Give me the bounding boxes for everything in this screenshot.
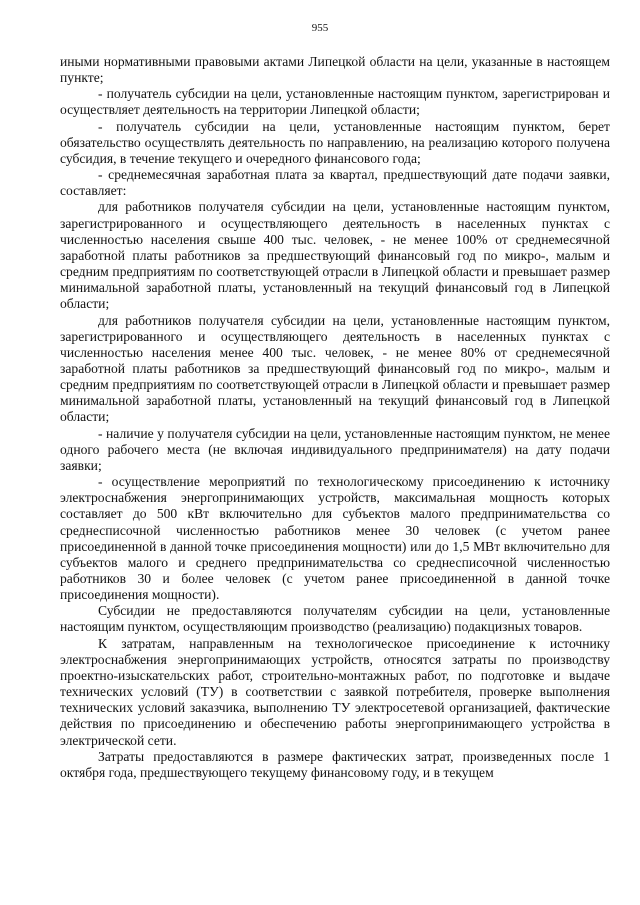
document-body	[60, 54, 610, 781]
paragraph: - получатель субсидии на цели, установленные настоящим пунктом, берет обязательство осуществлять деятельность по направлению, на реализацию которого получена субсидия, в течение текущего и очередного финансового года;	[60, 118, 610, 166]
paragraph: Субсидии не предоставляются получателям субсидии на цели, установленные настоящим пунктом, осуществляющим производство (реализацию) подакцизных товаров.	[60, 603, 610, 635]
paragraph: - осуществление мероприятий по технологическому присоединению к источнику электроснабжения энергопринимающих устройств, максимальная мощность которых составляет до 500 кВт включительно для субъектов малого предпринимательства со среднесписочной численностью работников менее 30 человек (с учетом ранее присоединенной в данной точке присоединения мощности) или до 1,5 МВт включительно для субъектов малого и среднего предпринимательства со среднесписочной численностью работников 30 и более человек (с учетом ранее присоединенной в данной точке присоединения мощности).	[60, 474, 610, 603]
paragraph: - получатель субсидии на цели, установленные настоящим пунктом, зарегистрирован и осуществляет деятельность на территории Липецкой области;	[60, 86, 610, 118]
paragraph: для работников получателя субсидии на цели, установленные настоящим пунктом, зарегистрированного и осуществляющего деятельность в населенных пунктах с численностью населения свыше 400 тыс. человек, - не менее 100% от среднемесячной заработной платы работников за предшествующий финансовый год по микро-, малым и средним предприятиям по соответствующей отрасли в Липецкой области и превышает размер минимальной заработной платы, установленный на текущий финансовый год в Липецкой области;	[60, 199, 610, 312]
paragraph: - наличие у получателя субсидии на цели, установленные настоящим пунктом, не менее одного рабочего места (не включая индивидуального предпринимателя) на дату подачи заявки;	[60, 425, 610, 473]
paragraph: - среднемесячная заработная плата за квартал, предшествующий дате подачи заявки, составляет:	[60, 167, 610, 199]
paragraph: К затратам, направленным на технологическое присоединение к источнику электроснабжения энергопринимающих устройств, относятся затраты по производству проектно-изыскательских работ, строительно-монтажных работ, по подготовке и выдаче технических условий (ТУ) в соответствии с заявкой потребителя, проверке выполнения технических условий заказчика, выполнению ТУ электросетевой организацией, фактические действия по присоединению и обеспечению работы энергопринимающего устройства в электрической сети.	[60, 635, 610, 748]
page-number: 955	[311, 22, 329, 34]
paragraph: Затраты предоставляются в размере фактических затрат, произведенных после 1 октября года, предшествующего текущему финансовому году, и в текущем	[60, 748, 610, 780]
paragraph: иными нормативными правовыми актами Липецкой области на цели, указанные в настоящем пункте;	[60, 54, 610, 86]
paragraph: для работников получателя субсидии на цели, установленные настоящим пунктом, зарегистрированного и осуществляющего деятельность в населенных пунктах с численностью населения менее 400 тыс. человек, - не менее 80% от среднемесячной заработной платы работников за предшествующий финансовый год по микро-, малым и средним предприятиям по соответствующей отрасли в Липецкой области и превышает размер минимальной заработной платы, установленный на текущий финансовый год в Липецкой области;	[60, 312, 610, 425]
